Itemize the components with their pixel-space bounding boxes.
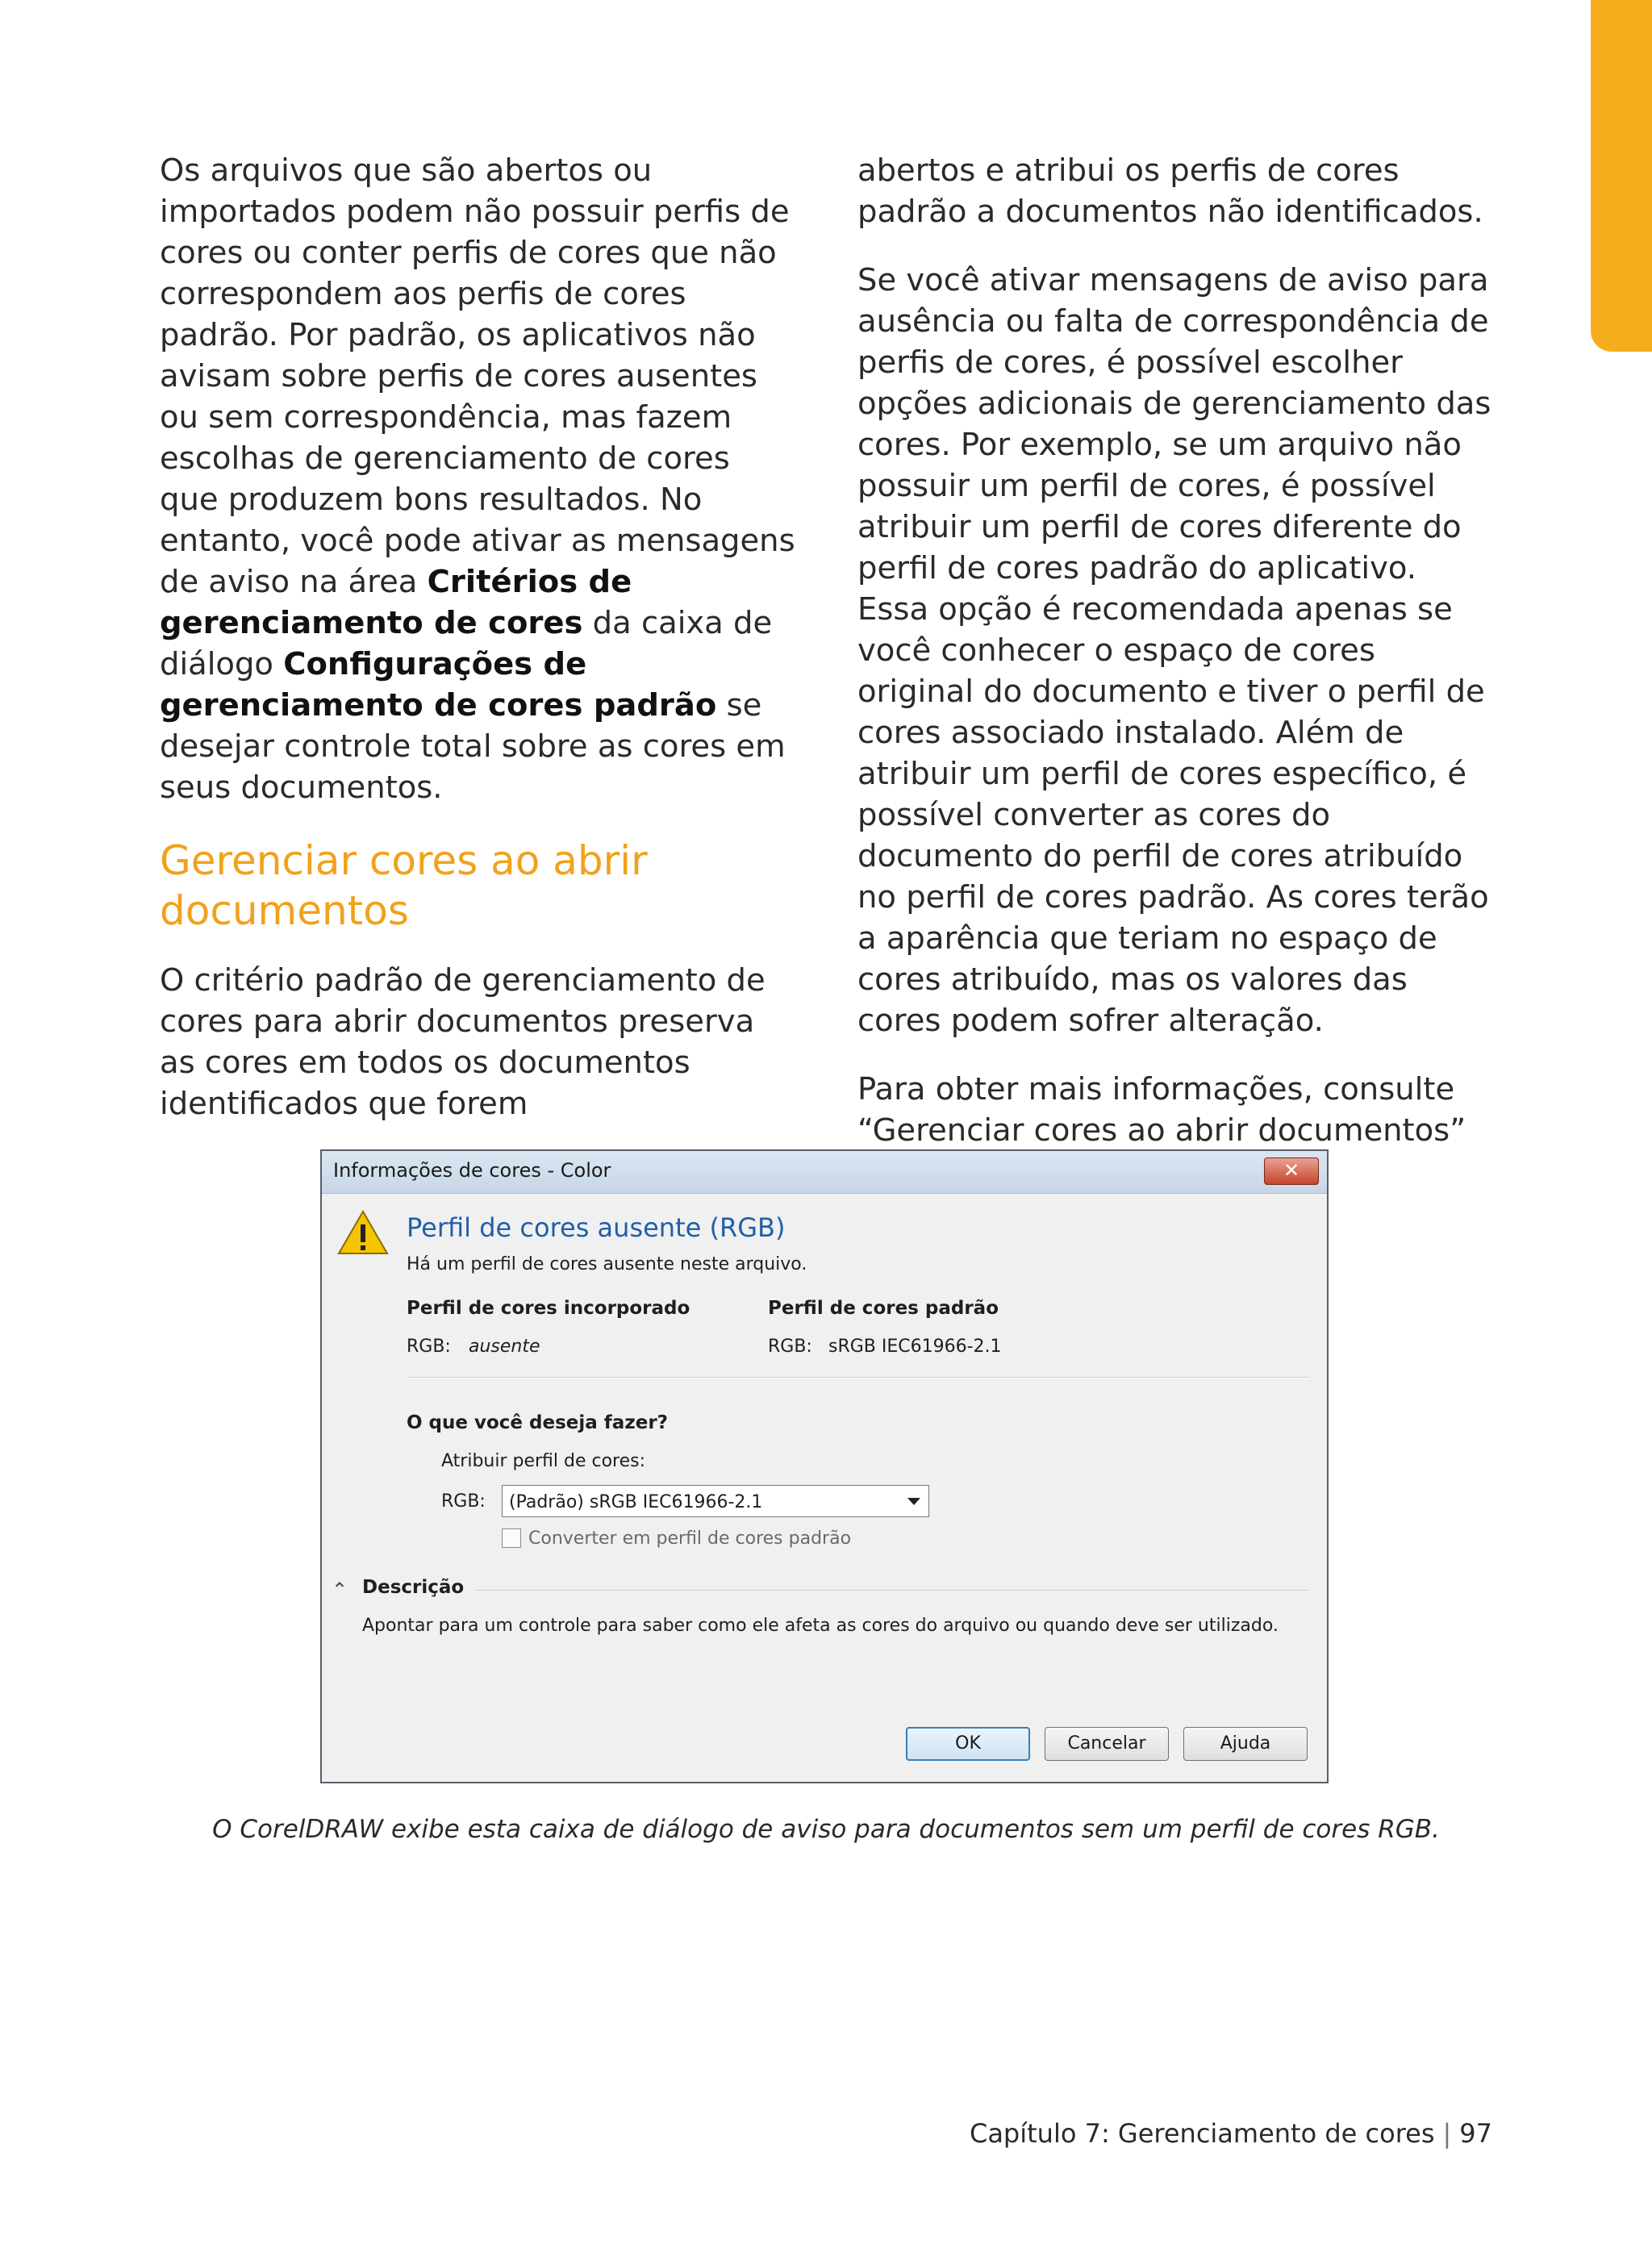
left-paragraph-2: O critério padrão de gerenciamento de cores para abrir documentos preserva as cores em todos os documentos identificados que forem [160, 962, 766, 1122]
divider [407, 1377, 1309, 1378]
page-number: 97 [1459, 2118, 1492, 2149]
cancel-button[interactable]: Cancelar [1045, 1727, 1169, 1761]
embedded-rgb-label: RGB: [407, 1337, 451, 1357]
left-paragraph-1 [160, 150, 797, 808]
embedded-profile-header: Perfil de cores incorporado [407, 1298, 690, 1319]
dialog-title: Informações de cores - Color [333, 1159, 611, 1182]
close-icon: ✕ [1283, 1159, 1300, 1182]
convert-checkbox-label: Converter em perfil de cores padrão [528, 1529, 852, 1549]
figure-caption: O CorelDRAW exibe esta caixa de diálogo de aviso para documentos sem um perfil de cores RGB. [212, 1815, 1440, 1844]
assign-profile-label: Atribuir perfil de cores: [441, 1451, 646, 1471]
right-paragraph-2: Se você ativar mensagens de aviso para ausência ou falta de correspondência de perfis de cores, é possível escolher opções adicionais de gerenciamento das cores. Por exemplo, se um arquivo não possuir um perfil de cores, é possível atribuir um perfil de cores diferente do perfil de cores padrão do aplicativo. Essa opção é recomendada apenas se você conhecer o espaço de cores original do documento e tiver o perfil de cores associado instalado. Além de atribuir um perfil de cores específico, é possível converter as cores do documento do perfil de cores atribuído no perfil de cores padrão. As cores terão a aparência que teriam no espaço de cores atribuído, mas os valores das cores podem sofrer alteração. [857, 262, 1491, 1039]
description-header: Descrição [362, 1577, 465, 1598]
bold-term-criteria: Critérios de gerenciamento de cores [160, 564, 632, 641]
help-button[interactable]: Ajuda [1183, 1727, 1308, 1761]
default-rgb-value: sRGB IEC61966-2.1 [828, 1337, 1002, 1357]
profile-select-value: (Padrão) sRGB IEC61966-2.1 [509, 1492, 763, 1512]
dialog-titlebar [322, 1151, 1327, 1194]
right-column [857, 150, 1495, 1220]
right-paragraph-3: Para obter mais informações, consulte “Gerenciar cores ao abrir documentos” [857, 1071, 1466, 1149]
section-heading: Gerenciar cores ao abrir documentos [160, 837, 648, 934]
select-rgb-label: RGB: [441, 1491, 486, 1512]
bold-term-settings-dialog: Configurações de gerenciamento de cores padrão [160, 646, 717, 724]
page-footer [970, 2118, 1492, 2149]
text-run: se desejar controle total sobre as cores em seus documentos. [160, 687, 786, 806]
footer-separator: | [1442, 2118, 1452, 2149]
close-button[interactable] [1264, 1157, 1319, 1185]
chevron-down-icon [907, 1498, 920, 1505]
question-heading: O que você deseja fazer? [407, 1412, 668, 1433]
dialog-headline: Perfil de cores ausente (RGB) [407, 1212, 786, 1243]
text-run: Os arquivos que são abertos ou importados podem não possuir perfis de cores ou conter perfis de cores que não correspondem aos perfis de cores padrão. Por padrão, os aplicativos não avisam sobre perfis de cores ausentes ou sem correspondência, mas fazem escolhas de gerenciamento de cores que produzem bons resultados. No entanto, você pode ativar as mensagens de aviso na área [160, 152, 795, 600]
chapter-title: Capítulo 7: Gerenciamento de cores [969, 2118, 1435, 2149]
embedded-rgb-value: ausente [469, 1337, 540, 1357]
chapter-tab-marker [1591, 0, 1652, 352]
default-rgb-label: RGB: [768, 1337, 812, 1357]
profile-select[interactable] [502, 1485, 929, 1517]
warning-icon [336, 1209, 390, 1256]
text-run: da caixa de diálogo [160, 605, 773, 682]
left-column [160, 150, 797, 1152]
default-profile-header: Perfil de cores padrão [768, 1298, 999, 1319]
description-text: Apontar para um controle para saber como ele afeta as cores do arquivo ou quando deve ser utilizado. [362, 1616, 1279, 1636]
ok-button[interactable]: OK [906, 1727, 1030, 1761]
convert-checkbox[interactable] [502, 1529, 521, 1548]
right-paragraph-1: abertos e atribui os perfis de cores padrão a documentos não identificados. [857, 152, 1483, 230]
dialog-subline: Há um perfil de cores ausente neste arquivo. [407, 1254, 807, 1274]
description-divider [475, 1590, 1309, 1591]
color-info-dialog-screenshot [320, 1149, 1329, 1783]
collapse-chevron-icon[interactable]: ⌃ [332, 1579, 348, 1601]
